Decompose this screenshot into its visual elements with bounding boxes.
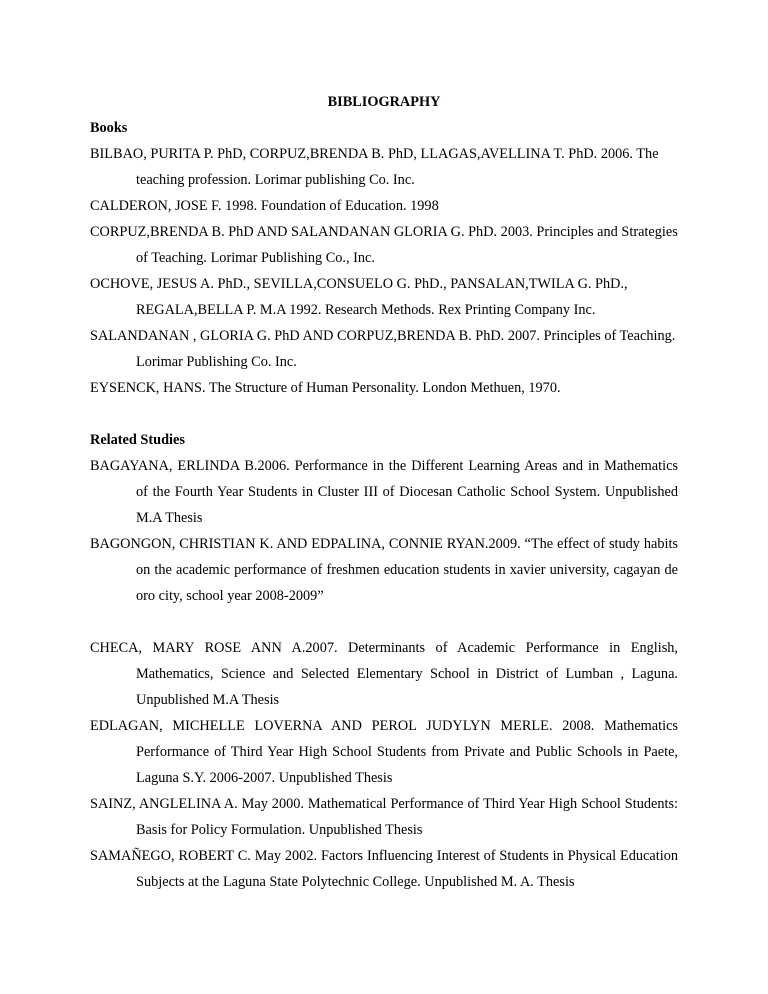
bibliography-entry: CORPUZ,BRENDA B. PhD AND SALANDANAN GLORIA G. PhD. 2003. Principles and Strategies of Teaching. Lorimar Publishing Co., Inc. xyxy=(90,224,678,266)
section-heading-related-studies: Related Studies xyxy=(90,432,185,448)
bibliography-entry: EDLAGAN, MICHELLE LOVERNA AND PEROL JUDYLYN MERLE. 2008. Mathematics Performance of Third Year High School Students from Private and Public Schools in Paete, Laguna S.Y. 2006-2007. Unpublished Thesis xyxy=(90,718,678,786)
bibliography-entry: BAGONGON, CHRISTIAN K. AND EDPALINA, CONNIE RYAN.2009. “The effect of study habits on the academic performance of freshmen education students in xavier university, cagayan de oro city, school year 2008-2009” xyxy=(90,536,678,604)
bibliography-entry: SAMAÑEGO, ROBERT C. May 2002. Factors Influencing Interest of Students in Physical Education Subjects at the Laguna State Polytechnic College. Unpublished M. A. Thesis xyxy=(90,848,678,890)
bibliography-entry: SALANDANAN , GLORIA G. PhD AND CORPUZ,BRENDA B. PhD. 2007. Principles of Teaching. Lorimar Publishing Co. Inc. xyxy=(90,328,676,370)
section-spacer xyxy=(90,401,678,427)
bibliography-entry: BILBAO, PURITA P. PhD, CORPUZ,BRENDA B. PhD, LLAGAS,AVELLINA T. PhD. 2006. The teaching profession. Lorimar publishing Co. Inc. xyxy=(90,146,659,188)
bibliography-entry: SAINZ, ANGLELINA A. May 2000. Mathematical Performance of Third Year High School Students: Basis for Policy Formulation. Unpublished Thesis xyxy=(90,796,678,838)
document-page xyxy=(90,89,678,895)
section-heading-books: Books xyxy=(90,120,128,136)
bibliography-entry: OCHOVE, JESUS A. PhD., SEVILLA,CONSUELO G. PhD., PANSALAN,TWILA G. PhD., REGALA,BELLA P. M.A 1992. Research Methods. Rex Printing Company Inc. xyxy=(90,276,628,318)
page-title: BIBLIOGRAPHY xyxy=(327,94,441,110)
bibliography-entry: EYSENCK, HANS. The Structure of Human Personality. London Methuen, 1970. xyxy=(90,380,561,396)
bibliography-entry: BAGAYANA, ERLINDA B.2006. Performance in the Different Learning Areas and in Mathematics of the Fourth Year Students in Cluster III of Diocesan Catholic School System. Unpublished M.A Thesis xyxy=(90,458,678,526)
entry-spacer xyxy=(90,609,678,635)
bibliography-entry: CHECA, MARY ROSE ANN A.2007. Determinants of Academic Performance in English, Mathematics, Science and Selected Elementary School in District of Lumban , Laguna. Unpublished M.A Thesis xyxy=(90,640,678,708)
bibliography-entry: CALDERON, JOSE F. 1998. Foundation of Education. 1998 xyxy=(90,198,439,214)
